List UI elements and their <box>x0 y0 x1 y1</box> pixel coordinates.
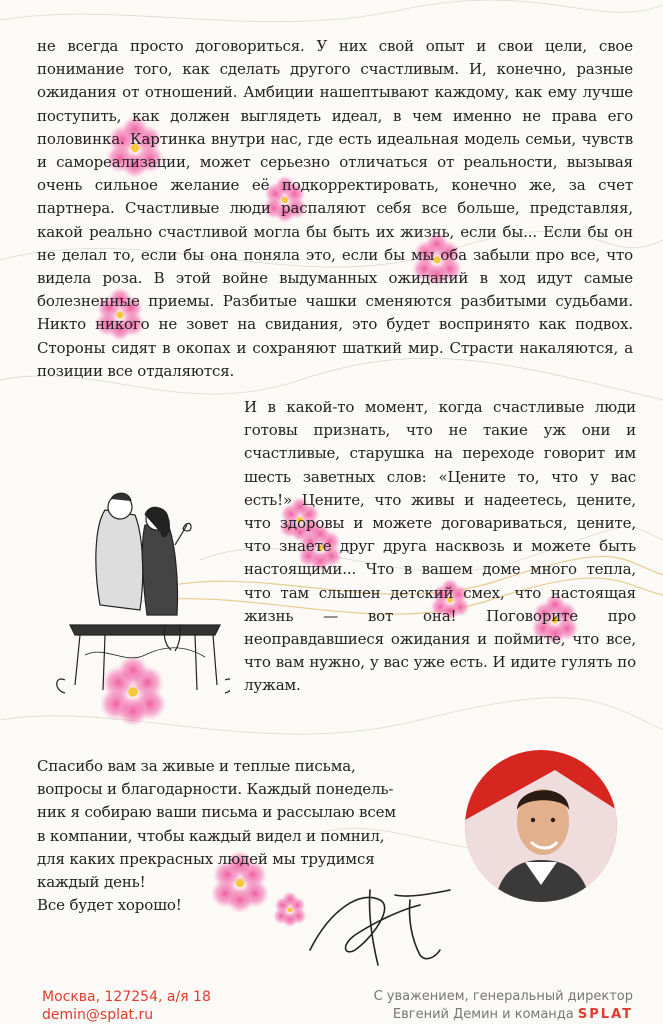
closing-line: каждый день! <box>37 873 146 892</box>
closing-line: вопросы и благодарности. Каждый понедель- <box>37 780 394 799</box>
brand-logo: SPLAT <box>577 1007 633 1022</box>
handwritten-signature <box>300 880 460 970</box>
signature-block <box>374 988 633 1024</box>
closing-line: для каких прекрасных людей мы трудимся <box>37 849 375 868</box>
author-photo <box>465 750 617 902</box>
body-paragraph-2: И в какой-то момент, когда счастливые люди готовы признать, что не такие уж они и счастливые, старушка на переходе говорит им шесть заветных слов: «Цените то, что у вас есть!» Цените, что живы и надеетесь, цените, что здоровы и можете договариваться, цените, что знаете друг друга насквозь и можете быть настоящими... Что в вашем доме много тепла, что там слышен детский смех, что настоящая жизнь — вот она! Поговорите про неоправдавшиеся ожидания и поймите, что все, что вам нужно, у вас уже есть. И идите гулять по лужам. <box>244 398 636 695</box>
email-link[interactable]: demin@splat.ru <box>42 1007 154 1023</box>
closing-line: Спасибо вам за живые и теплые письма, <box>37 757 356 775</box>
body-paragraph-1: не всегда просто договориться. У них свой опыт и свои цели, свое понимание того, как сделать другого счастливым. И, конечно, разные ожидания от отношений. Амбиции нашептывают каждому, как ему лучше поступить, как должен выглядеть идеал, в чем именно не права его половинка. Картинка внутри нас, где есть идеальная модель семьи, чувств и самореализации, может серьезно отличаться от реальности, вызывая очень сильное желание её подкорректировать, конечно же, за счет партнера. Счастливые люди распаляют себя все больше, представляя, какой реально счастливой могла бы быть их жизнь, если бы... Если бы он не делал то, если бы она поняла это, если бы мы оба забыли про все, что видела роза. В этой войне выдуманных ожиданий в ход идут самые болезненные приемы. Разбитые чашки сменяются разбитыми судьбами. Никто никого не зовет на свидания, это будет воспринято как подвох. Стороны сидят в окопах и сохраняют шаткий мир. Страсти накаляются, а позиции все отдаляются. <box>37 37 633 380</box>
closing-line: Все будет хорошо! <box>37 896 182 915</box>
couple-on-bench-illustration <box>45 485 230 735</box>
closing-line: ник я собираю ваши письма и рассылаю всем <box>37 803 396 822</box>
author-line <box>374 1006 633 1024</box>
postal-address: Москва, 127254, а/я 18 <box>42 989 211 1005</box>
regards-line: С уважением, генеральный директор <box>373 989 633 1004</box>
contact-info <box>42 988 211 1024</box>
author-name: Евгений Демин и команда <box>392 1007 574 1022</box>
closing-line: в компании, чтобы каждый видел и помнил, <box>37 826 385 845</box>
